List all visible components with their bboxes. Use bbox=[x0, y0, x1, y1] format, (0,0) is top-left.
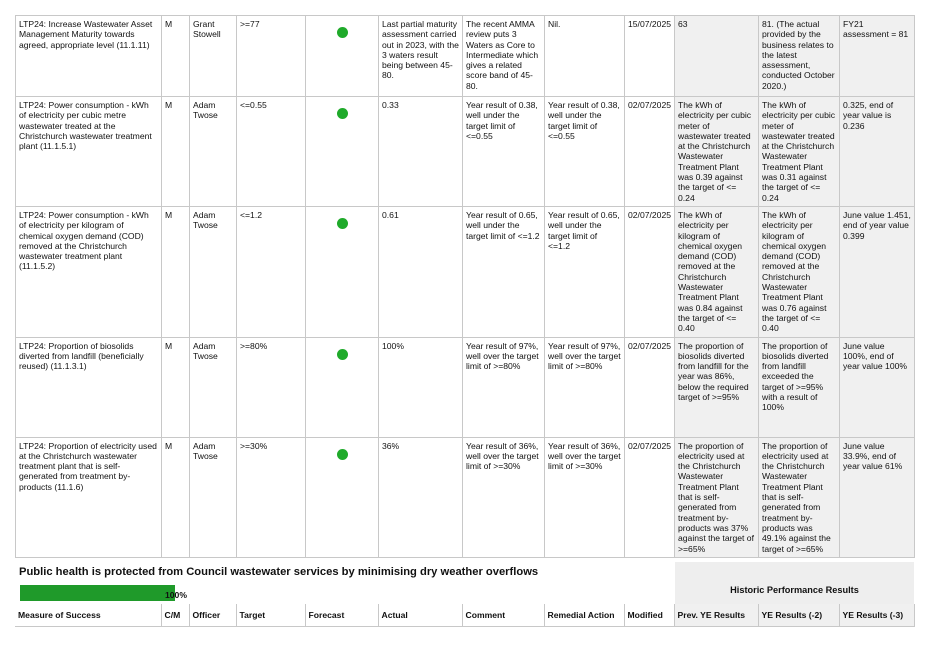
remedial-cell: Year result of 36%, well over the target limit of >=30% bbox=[545, 437, 625, 557]
header-forecast: Forecast bbox=[305, 604, 378, 626]
actual-cell: 0.33 bbox=[379, 97, 463, 207]
forecast-cell bbox=[306, 97, 379, 207]
status-indicator-icon bbox=[337, 218, 348, 229]
ye3-cell: FY21 assessment = 81 bbox=[840, 16, 915, 97]
cm-cell: M bbox=[162, 337, 190, 437]
status-indicator-icon bbox=[337, 108, 348, 119]
officer-cell: Grant Stowell bbox=[190, 16, 237, 97]
measure-cell: LTP24: Proportion of electricity used at the Christchurch wastewater treatment plant that is self-generated from treatment by-products (11.1.6) bbox=[16, 437, 162, 557]
comment-cell: Year result of 0.38, well under the target limit of <=0.55 bbox=[463, 97, 545, 207]
ye3-cell: June value 100%, end of year value 100% bbox=[840, 337, 915, 437]
historic-performance-header bbox=[675, 562, 914, 605]
status-indicator-icon bbox=[337, 27, 348, 38]
header-cm: C/M bbox=[161, 604, 189, 626]
ye3-cell: 0.325, end of year value is 0.236 bbox=[840, 97, 915, 207]
column-headers bbox=[15, 604, 915, 627]
measure-cell: LTP24: Power consumption - kWh of electricity per kilogram of chemical oxygen demand (COD) removed at the Christchurch wastewater treatment plant (11.1.5.2) bbox=[16, 206, 162, 337]
modified-cell: 15/07/2025 bbox=[625, 16, 675, 97]
modified-cell: 02/07/2025 bbox=[625, 437, 675, 557]
ye2-cell: The kWh of electricity per cubic meter of wastewater treated at the Christchurch Wastewater Treatment Plant was 0.31 against the target of <= 0.24 bbox=[759, 97, 840, 207]
table-row bbox=[16, 437, 915, 557]
actual-cell: 0.61 bbox=[379, 206, 463, 337]
header-measure: Measure of Success bbox=[15, 604, 161, 626]
cm-cell: M bbox=[162, 97, 190, 207]
target-cell: >=80% bbox=[237, 337, 306, 437]
progress-label: 100% bbox=[165, 590, 187, 600]
measure-cell: LTP24: Proportion of biosolids diverted from landfill (beneficially reused) (11.1.3.1) bbox=[16, 337, 162, 437]
measures-table bbox=[15, 15, 915, 558]
remedial-cell: Year result of 0.38, well under the target limit of <=0.55 bbox=[545, 97, 625, 207]
forecast-cell bbox=[306, 437, 379, 557]
section-title: Public health is protected from Council wastewater services by minimising dry weather overflows bbox=[19, 566, 539, 578]
measure-cell: LTP24: Increase Wastewater Asset Management Maturity towards agreed, appropriate level (11.1.11) bbox=[16, 16, 162, 97]
header-officer: Officer bbox=[189, 604, 236, 626]
header-ye2: YE Results (-2) bbox=[758, 604, 839, 626]
cm-cell: M bbox=[162, 206, 190, 337]
header-ye3: YE Results (-3) bbox=[839, 604, 914, 626]
modified-cell: 02/07/2025 bbox=[625, 337, 675, 437]
cm-cell: M bbox=[162, 16, 190, 97]
header-modified: Modified bbox=[624, 604, 674, 626]
prev-ye-cell: The proportion of biosolids diverted from landfill for the year was 86%, below the required target of >=95% bbox=[675, 337, 759, 437]
ye2-cell: 81. (The actual provided by the business relates to the latest assessment, conducted October 2020.) bbox=[759, 16, 840, 97]
prev-ye-cell: The kWh of electricity per kilogram of chemical oxygen demand (COD) removed at the Christchurch Wastewater Treatment Plant was 0.84 against the target of <= 0.40 bbox=[675, 206, 759, 337]
officer-cell: Adam Twose bbox=[190, 337, 237, 437]
progress-fill bbox=[20, 585, 175, 601]
measure-cell: LTP24: Power consumption - kWh of electricity per cubic metre wastewater treated at the Christchurch wastewater treatment plant (11.1.5.1) bbox=[16, 97, 162, 207]
forecast-cell bbox=[306, 16, 379, 97]
ye2-cell: The proportion of biosolids diverted from landfill exceeded the target of >=95% with a result of 100% bbox=[759, 337, 840, 437]
target-cell: <=0.55 bbox=[237, 97, 306, 207]
header-prev-ye: Prev. YE Results bbox=[674, 604, 758, 626]
header-remedial: Remedial Action bbox=[544, 604, 624, 626]
remedial-cell: Year result of 97%, well over the target limit of >=80% bbox=[545, 337, 625, 437]
modified-cell: 02/07/2025 bbox=[625, 97, 675, 207]
table-row bbox=[16, 16, 915, 97]
actual-cell: 100% bbox=[379, 337, 463, 437]
header-actual: Actual bbox=[378, 604, 462, 626]
officer-cell: Adam Twose bbox=[190, 206, 237, 337]
cm-cell: M bbox=[162, 437, 190, 557]
actual-cell: 36% bbox=[379, 437, 463, 557]
actual-cell: Last partial maturity assessment carried out in 2023, with the 3 waters result being between 45-80. bbox=[379, 16, 463, 97]
ye3-cell: June value 33.9%, end of year value 61% bbox=[840, 437, 915, 557]
officer-cell: Adam Twose bbox=[190, 437, 237, 557]
historic-performance-label: Historic Performance Results bbox=[730, 585, 859, 595]
prev-ye-cell: The proportion of electricity used at the Christchurch Wastewater Treatment Plant that is self-generated from treatment by-products was 37% against the target of >=65% bbox=[675, 437, 759, 557]
status-indicator-icon bbox=[337, 449, 348, 460]
ye2-cell: The proportion of electricity used at the Christchurch Wastewater Treatment Plant that is self-generated from treatment by-products was 49.1% against the target of >=65% bbox=[759, 437, 840, 557]
comment-cell: Year result of 0.65, well under the target limit of <=1.2 bbox=[463, 206, 545, 337]
comment-cell: Year result of 36%, well over the target limit of >=30% bbox=[463, 437, 545, 557]
progress-bar bbox=[20, 585, 175, 601]
modified-cell: 02/07/2025 bbox=[625, 206, 675, 337]
ye3-cell: June value 1.451, end of year value 0.399 bbox=[840, 206, 915, 337]
target-cell: >=30% bbox=[237, 437, 306, 557]
prev-ye-cell: The kWh of electricity per cubic meter of wastewater treated at the Christchurch Wastewater Treatment Plant was 0.39 against the target of <= 0.24 bbox=[675, 97, 759, 207]
comment-cell: Year result of 97%, well over the target limit of >=80% bbox=[463, 337, 545, 437]
remedial-cell: Year result of 0.65, well under the target limit of <=1.2 bbox=[545, 206, 625, 337]
target-cell: <=1.2 bbox=[237, 206, 306, 337]
remedial-cell: Nil. bbox=[545, 16, 625, 97]
status-indicator-icon bbox=[337, 349, 348, 360]
table-row bbox=[16, 97, 915, 207]
target-cell: >=77 bbox=[237, 16, 306, 97]
forecast-cell bbox=[306, 206, 379, 337]
table-row bbox=[16, 337, 915, 437]
forecast-cell bbox=[306, 337, 379, 437]
officer-cell: Adam Twose bbox=[190, 97, 237, 207]
comment-cell: The recent AMMA review puts 3 Waters as Core to Intermediate which gives a related score band of 45-80. bbox=[463, 16, 545, 97]
ye2-cell: The kWh of electricity per kilogram of chemical oxygen demand (COD) removed at the Christchurch Wastewater Treatment Plant was 0.76 against the target of <= 0.40 bbox=[759, 206, 840, 337]
header-comment: Comment bbox=[462, 604, 544, 626]
header-target: Target bbox=[236, 604, 305, 626]
section-dry-weather-overflows bbox=[15, 559, 914, 661]
prev-ye-cell: 63 bbox=[675, 16, 759, 97]
table-row bbox=[16, 206, 915, 337]
